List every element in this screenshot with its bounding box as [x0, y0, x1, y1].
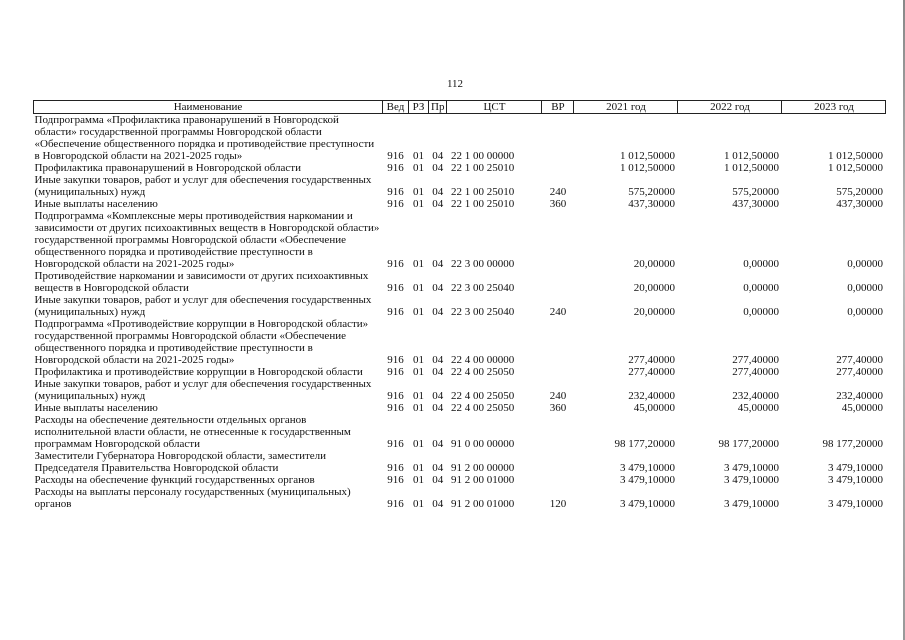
- row-name: Расходы на выплаты персоналу государственных (муниципальных) органов: [34, 486, 351, 510]
- row-2023: 437,30000: [836, 198, 883, 210]
- row-pr: 04: [432, 150, 444, 162]
- table-header-row: [34, 101, 886, 114]
- row-name: Подпрограмма «Противодействие коррупции в Новгородской области» государственной программы Новгородской области «Обеспечение общественного порядка и противодействие преступности в Новгородской области на 2021-2025 годы»: [34, 318, 369, 366]
- table-row: [34, 414, 886, 450]
- row-2022: 575,20000: [732, 186, 779, 198]
- row-2023: 3 479,10000: [827, 462, 883, 474]
- row-rz: 01: [413, 366, 424, 378]
- row-2023: 1 012,50000: [827, 150, 883, 162]
- row-pr: 04: [432, 198, 444, 210]
- table-row: [34, 474, 886, 486]
- row-ved: 916: [387, 354, 404, 366]
- row-pr: 04: [432, 498, 444, 510]
- table-row: [34, 198, 886, 210]
- table-row: [34, 210, 886, 270]
- row-2022: 0,00000: [743, 258, 779, 270]
- header-2022: 2022 год: [678, 101, 782, 114]
- row-vr: 360: [549, 198, 567, 210]
- table-row: [34, 450, 886, 474]
- table-body: [34, 114, 886, 511]
- row-2021: 3 479,10000: [619, 462, 675, 474]
- table-row: [34, 270, 886, 294]
- row-rz: 01: [413, 474, 424, 486]
- row-2023: 277,40000: [836, 354, 883, 366]
- row-name: Подпрограмма «Комплексные меры противодействия наркомании и зависимости от других психоактивных веществ в Новгородской области» государственной программы Новгородской области «Обеспечение общественного порядка и противодействие преступности в Новгородской области на 2021-2025 годы»: [34, 210, 380, 270]
- row-name: Иные закупки товаров, работ и услуг для обеспечения государственных (муниципальных) нужд: [34, 378, 372, 402]
- row-2021: 575,20000: [628, 186, 675, 198]
- row-rz: 01: [413, 354, 424, 366]
- row-rz: 01: [413, 462, 424, 474]
- row-ved: 916: [387, 462, 404, 474]
- table-row: [34, 486, 886, 510]
- row-pr: 04: [432, 354, 444, 366]
- row-name: Иные выплаты населению: [34, 402, 158, 414]
- row-ved: 916: [387, 498, 404, 510]
- row-2023: 277,40000: [836, 366, 883, 378]
- header-vr: ВР: [542, 101, 574, 114]
- row-cst: 22 1 00 25010: [450, 186, 515, 198]
- row-pr: 04: [432, 462, 444, 474]
- row-rz: 01: [413, 150, 424, 162]
- row-2022: 98 177,20000: [718, 438, 779, 450]
- row-cst: 91 0 00 00000: [450, 438, 515, 450]
- row-vr: 240: [549, 390, 567, 402]
- row-vr: [542, 474, 574, 486]
- row-pr: 04: [432, 402, 444, 414]
- row-cst: 22 3 00 25040: [450, 306, 515, 318]
- row-pr: 04: [432, 162, 444, 174]
- row-vr: [542, 414, 574, 450]
- row-2022: 45,00000: [737, 402, 779, 414]
- row-name: Заместители Губернатора Новгородской области, заместители Председателя Правительства Новгородской области: [34, 450, 327, 474]
- row-name: Иные закупки товаров, работ и услуг для обеспечения государственных (муниципальных) нужд: [34, 174, 372, 198]
- row-2021: 20,00000: [633, 258, 675, 270]
- row-2023: 232,40000: [836, 390, 883, 402]
- row-rz: 01: [413, 186, 424, 198]
- row-ved: 916: [387, 366, 404, 378]
- row-2021: 3 479,10000: [619, 498, 675, 510]
- table-row: [34, 174, 886, 198]
- row-rz: 01: [413, 198, 424, 210]
- row-ved: 916: [387, 402, 404, 414]
- row-name: Противодействие наркомании и зависимости от других психоактивных веществ в Новгородской области: [34, 270, 369, 294]
- header-name: Наименование: [34, 101, 383, 114]
- budget-table: [33, 100, 886, 510]
- row-ved: 916: [387, 150, 404, 162]
- row-vr: [542, 162, 574, 174]
- row-2021: 277,40000: [628, 366, 675, 378]
- row-cst: 91 2 00 00000: [450, 462, 515, 474]
- table-row: [34, 114, 886, 163]
- row-2022: 3 479,10000: [723, 474, 779, 486]
- row-rz: 01: [413, 162, 424, 174]
- header-cst: ЦСТ: [447, 101, 542, 114]
- row-2022: 3 479,10000: [723, 498, 779, 510]
- row-cst: 22 3 00 00000: [450, 258, 515, 270]
- table-row: [34, 162, 886, 174]
- row-pr: 04: [432, 282, 444, 294]
- row-cst: 91 2 00 01000: [450, 474, 515, 486]
- row-cst: 22 4 00 25050: [450, 390, 515, 402]
- row-ved: 916: [387, 306, 404, 318]
- row-ved: 916: [387, 186, 404, 198]
- row-2023: 3 479,10000: [827, 498, 883, 510]
- row-2021: 98 177,20000: [614, 438, 675, 450]
- row-ved: 916: [387, 258, 404, 270]
- table-row: [34, 378, 886, 402]
- row-pr: 04: [432, 306, 444, 318]
- row-vr: 360: [549, 402, 567, 414]
- row-name: Иные закупки товаров, работ и услуг для обеспечения государственных (муниципальных) нужд: [34, 294, 372, 318]
- row-2023: 45,00000: [841, 402, 883, 414]
- row-2021: 437,30000: [628, 198, 675, 210]
- row-ved: 916: [387, 438, 404, 450]
- row-pr: 04: [432, 258, 444, 270]
- row-cst: 22 3 00 25040: [450, 282, 515, 294]
- table-row: [34, 366, 886, 378]
- row-vr: [542, 366, 574, 378]
- header-2021: 2021 год: [574, 101, 678, 114]
- row-2023: 0,00000: [847, 282, 883, 294]
- row-2022: 1 012,50000: [723, 150, 779, 162]
- row-2021: 1 012,50000: [619, 162, 675, 174]
- row-2023: 3 479,10000: [827, 474, 883, 486]
- row-2023: 0,00000: [847, 306, 883, 318]
- row-cst: 91 2 00 01000: [450, 498, 515, 510]
- row-cst: 22 4 00 00000: [450, 354, 515, 366]
- row-pr: 04: [432, 186, 444, 198]
- row-name: Профилактика и противодействие коррупции в Новгородской области: [34, 366, 363, 378]
- page-number: 112: [446, 78, 464, 90]
- row-vr: 240: [549, 306, 567, 318]
- row-2023: 98 177,20000: [822, 438, 883, 450]
- row-vr: [542, 270, 574, 294]
- table-row: [34, 402, 886, 414]
- row-2021: 3 479,10000: [619, 474, 675, 486]
- row-2021: 20,00000: [633, 306, 675, 318]
- row-vr: [542, 210, 574, 270]
- row-2021: 45,00000: [633, 402, 675, 414]
- row-vr: 240: [549, 186, 567, 198]
- row-2022: 1 012,50000: [723, 162, 779, 174]
- row-rz: 01: [413, 402, 424, 414]
- row-vr: 120: [549, 498, 567, 510]
- row-name: Подпрограмма «Профилактика правонарушений в Новгородской области» государственной программы Новгородской области «Обеспечение общественного порядка и противодействие преступности в Новгородской области на 2021-2025 годы»: [34, 114, 375, 162]
- row-ved: 916: [387, 474, 404, 486]
- row-pr: 04: [432, 474, 444, 486]
- row-rz: 01: [413, 438, 424, 450]
- row-2022: 232,40000: [732, 390, 779, 402]
- row-ved: 916: [387, 282, 404, 294]
- row-name: Расходы на обеспечение функций государственных органов: [34, 474, 315, 486]
- row-rz: 01: [413, 282, 424, 294]
- row-pr: 04: [432, 366, 444, 378]
- row-2022: 277,40000: [732, 354, 779, 366]
- row-rz: 01: [413, 390, 424, 402]
- row-vr: [542, 318, 574, 366]
- row-rz: 01: [413, 258, 424, 270]
- row-2023: 1 012,50000: [827, 162, 883, 174]
- row-cst: 22 1 00 00000: [450, 150, 515, 162]
- row-2022: 0,00000: [743, 306, 779, 318]
- row-vr: [542, 450, 574, 474]
- row-name: Иные выплаты населению: [34, 198, 158, 210]
- row-2021: 20,00000: [633, 282, 675, 294]
- row-pr: 04: [432, 438, 444, 450]
- header-2023: 2023 год: [782, 101, 886, 114]
- header-ved: Вед: [383, 101, 409, 114]
- row-vr: [542, 114, 574, 163]
- row-2021: 232,40000: [628, 390, 675, 402]
- row-name: Расходы на обеспечение деятельности отдельных органов исполнительной власти области, не отнесенные к государственным программам Новгородской области: [34, 414, 351, 450]
- row-rz: 01: [413, 306, 424, 318]
- row-ved: 916: [387, 198, 404, 210]
- row-cst: 22 1 00 25010: [450, 198, 515, 210]
- row-2022: 0,00000: [743, 282, 779, 294]
- row-2023: 0,00000: [847, 258, 883, 270]
- row-cst: 22 4 00 25050: [450, 366, 515, 378]
- row-2022: 437,30000: [732, 198, 779, 210]
- row-pr: 04: [432, 390, 444, 402]
- row-name: Профилактика правонарушений в Новгородской области: [34, 162, 301, 174]
- row-2023: 575,20000: [836, 186, 883, 198]
- row-2022: 3 479,10000: [723, 462, 779, 474]
- header-pr: Пр: [429, 101, 447, 114]
- row-2021: 277,40000: [628, 354, 675, 366]
- row-cst: 22 1 00 25010: [450, 162, 515, 174]
- table-row: [34, 294, 886, 318]
- row-2021: 1 012,50000: [619, 150, 675, 162]
- row-cst: 22 4 00 25050: [450, 402, 515, 414]
- row-ved: 916: [387, 390, 404, 402]
- row-ved: 916: [387, 162, 404, 174]
- table-row: [34, 318, 886, 366]
- row-2022: 277,40000: [732, 366, 779, 378]
- row-rz: 01: [413, 498, 424, 510]
- header-rz: РЗ: [409, 101, 429, 114]
